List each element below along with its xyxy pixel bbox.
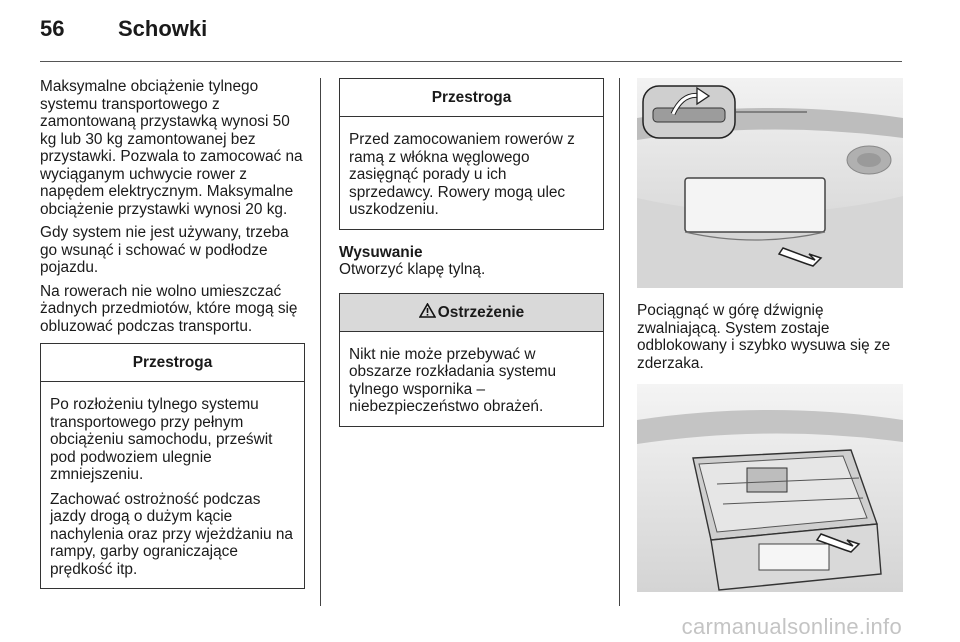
warning-body [340,332,603,426]
warning-triangle-icon [419,303,436,318]
warning-box [339,293,604,427]
caution-text-2: Zachować ostrożność podczas jazdy drogą o dużym kącie nachylenia oraz przy wjeżdżaniu na rampy, garby ograniczające prędkość itp. [50,490,293,578]
subheading-extend: Wysuwanie [339,243,423,261]
caution-title: Przestroga [41,344,304,382]
paragraph-stow: Gdy system nie jest używany, trzeba go wsunąć i schować w podłodze pojazdu. [40,224,289,276]
instruction-pull-lever: Pociągnąć w górę dźwignię zwalniającą. System zostaje odblokowany i szybko wysuwa się ze zderzaka. [637,302,891,372]
column-1 [40,78,305,589]
caution-box-clearance [40,343,305,589]
figure-carrier-extended [637,384,903,592]
warning-title: Ostrzeżenie [437,303,525,321]
illustration-carrier [637,384,903,592]
paragraph-loose-items: Na rowerach nie wolno umieszczać żadnych przedmiotów, które mogą się obluzować podczas transportu. [40,282,298,335]
caution-text-1: Po rozłożeniu tylnego systemu transportowego przy pełnym obciążeniu samochodu, prześwit pod podwoziem ulegnie zmniejszeniu. [50,396,273,483]
warning-header [340,294,603,332]
column-3 [637,78,907,592]
column-divider-2 [619,78,620,606]
column-2 [339,78,604,427]
caution-body [340,117,603,229]
caution-body [41,382,304,588]
column-divider-1 [320,78,321,606]
page-header [40,16,207,46]
instruction-open-tailgate: Otworzyć klapę tylną. [339,261,486,278]
caution-title: Przestroga [340,79,603,117]
caution-box-carbon [339,78,604,230]
caution-text: Przed zamocowaniem rowerów z ramą z włókna węglowego zasięgnąć porady u ich sprzedawcy. Rowery mogą ulec uszkodzeniu. [349,131,575,218]
watermark: carmanualsonline.info [681,614,902,639]
figure-release-lever [637,78,903,288]
paragraph-max-load: Maksymalne obciążenie tylnego systemu transportowego z zamontowaną przystawką wynosi 50 kg lub 30 kg zamontowanej bez przystawki. Pozwala to zamocować na wyciąganym uchwycie rower z napędem elektrycznym. Maksymalne obciążenie przystawki wynosi 20 kg. [40,78,303,218]
header-rule [40,61,902,62]
section-title: Schowki [118,16,208,41]
illustration-rear-bumper [637,78,903,288]
page-number: 56 [40,16,65,41]
warning-text: Nikt nie może przebywać w obszarze rozkładania systemu tylnego wspornika – niebezpieczeństwo obrażeń. [349,345,557,415]
